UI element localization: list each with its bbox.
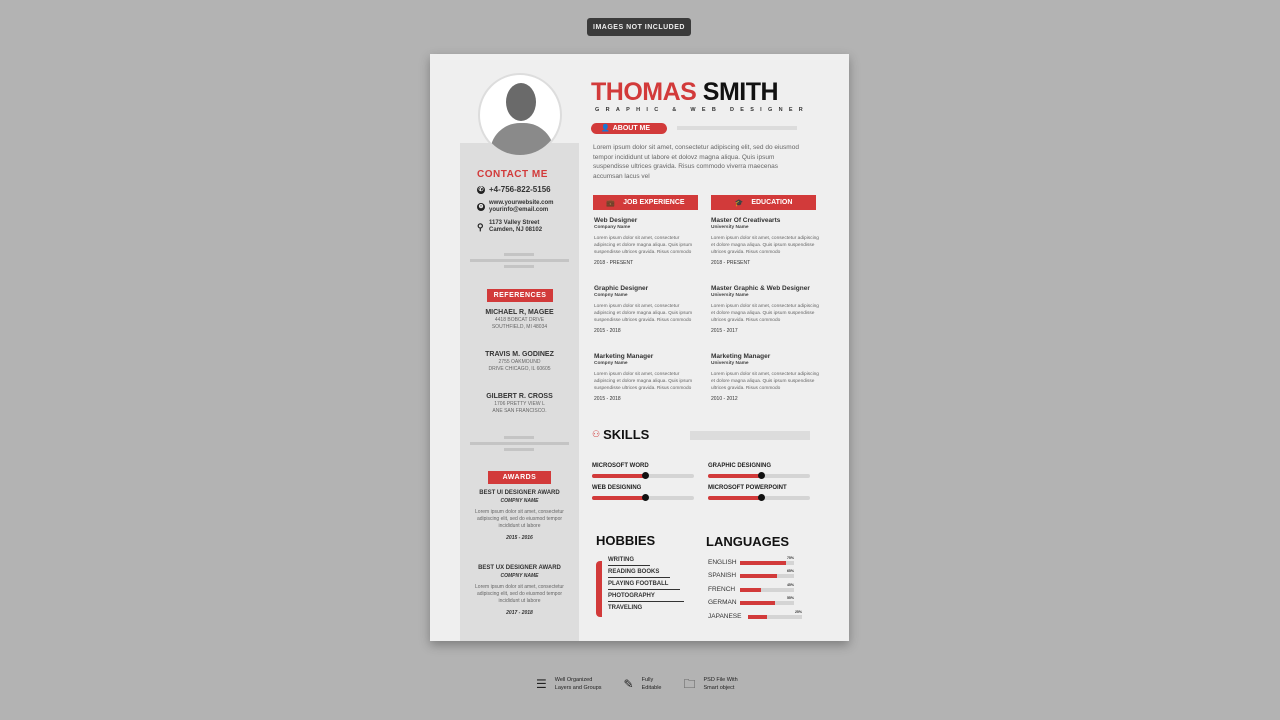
- reference-name: GILBERT R. CROSS: [486, 393, 553, 400]
- item-date: 2018 - PRESENT: [594, 260, 634, 266]
- experience-item: [594, 353, 700, 421]
- features-bar: [536, 676, 738, 692]
- skill-knob: [758, 472, 765, 479]
- reference-name: MICHAEL R, MAGEE: [485, 309, 554, 316]
- skill-label: MICROSOFT WORD: [592, 463, 649, 469]
- phone-text: +4-756-822-5156: [489, 185, 551, 194]
- award-text: Lorem ipsum dolor sit amet, consectetur adipiscing elit, sed do eiusmod tempor incididunt ut labore: [475, 509, 564, 529]
- skills-heading: [592, 427, 649, 442]
- language-percent: 25%: [794, 609, 802, 614]
- skill-knob: [642, 494, 649, 501]
- language-label: GERMAN: [708, 599, 737, 607]
- about-text: Lorem ipsum dolor sit amet, consectetur adipiscing elit, sed do eiusmod tempor incididunt ut labore et dolovz magna aliqua. Quis ipsum suspendisse ultrices gravida. Risus commodo viverra maecenas accumsan lacus vel: [593, 144, 799, 180]
- edit-icon: ✎: [623, 677, 634, 691]
- skill-bar-fill: [592, 496, 645, 500]
- reference-item: [460, 308, 579, 331]
- item-text: Lorem ipsum dolor sit amet, consectetur adipiscing et dolore magna aliqua. Quis ipsum suspendisse ultrices gravida. Risus commodo: [711, 304, 819, 323]
- divider: [504, 253, 534, 256]
- language-bar: [740, 582, 794, 592]
- first-name: THOMAS: [591, 78, 697, 106]
- about-label-text: ABOUT ME: [612, 125, 651, 132]
- language-item: [708, 610, 802, 624]
- awards-title: AWARDS: [488, 471, 551, 484]
- language-item: [708, 570, 802, 584]
- reference-line: ANE SAN FRANCISCO.: [492, 408, 547, 414]
- language-percent: 45%: [786, 582, 794, 587]
- item-subtitle: University Name: [711, 225, 749, 230]
- divider: [470, 442, 569, 445]
- reference-name: TRAVIS M. GODINEZ: [485, 351, 554, 358]
- feature-line: Layers and Groups: [554, 685, 602, 691]
- location-pin-icon: ⚲: [477, 221, 484, 232]
- item-title: Marketing Manager: [594, 353, 654, 360]
- experience-item: [594, 285, 700, 353]
- item-date: 2010 - 2012: [711, 396, 738, 402]
- experience-item: [594, 217, 700, 285]
- award-item: [460, 489, 579, 542]
- language-bar: [748, 609, 802, 619]
- item-text: Lorem ipsum dolor sit amet, consectetur adipiscing et dolore magna aliqua. Quis ipsum suspendisse ultrices gravida. Risus commodo: [711, 372, 819, 391]
- award-name: BEST UX DESIGNER AWARD: [478, 565, 561, 571]
- award-name: BEST UI DESIGNER AWARD: [479, 490, 560, 496]
- phone-icon: ✆: [478, 187, 484, 193]
- briefcase-icon: 💼: [606, 199, 616, 207]
- skill-bar: [592, 474, 694, 478]
- item-date: 2015 - 2018: [594, 396, 621, 402]
- language-item: [708, 597, 802, 611]
- language-bar: [740, 596, 794, 605]
- about-me-label: [591, 123, 667, 134]
- reference-line: 4418 BOBCAT DRIVE: [494, 317, 545, 323]
- contact-address: [477, 220, 542, 234]
- item-text: Lorem ipsum dolor sit amet, consectetur adipiscing et dolore magna aliqua. Quis ipsum suspendisse ultrices gravida. Risus commodo: [594, 236, 693, 255]
- feature-item: [624, 676, 662, 692]
- feature-item: [536, 676, 602, 692]
- folder-icon: 🗀: [683, 677, 696, 691]
- item-title: Web Designer: [594, 217, 638, 224]
- job-title: GRAPHIC & WEB DESIGNER: [595, 107, 810, 113]
- skill-item: [708, 462, 824, 478]
- address-line1: 1173 Valley Street: [489, 220, 540, 226]
- reference-line: 2755 OAKMOUND: [498, 359, 541, 365]
- skill-label: GRAPHIC DESIGNING: [708, 463, 772, 469]
- skill-label: MICROSOFT POWERPOINT: [708, 485, 787, 491]
- language-bar: [740, 569, 794, 578]
- skill-item: [592, 484, 708, 500]
- address-line2: Camden, NJ 08102: [489, 227, 543, 233]
- item-title: Graphic Designer: [594, 285, 649, 292]
- globe-icon: ⊕: [478, 203, 484, 210]
- feature-line: Smart object: [703, 685, 735, 691]
- award-text: Lorem ipsum dolor sit amet, consectetur adipiscing elit, sed do eiusmod tempor incididunt ut labore: [475, 584, 564, 604]
- item-title: Master Of Creativearts: [711, 217, 781, 224]
- divider: [677, 126, 797, 130]
- language-bar-fill: [748, 615, 767, 619]
- language-label: SPANISH: [708, 572, 737, 580]
- divider: [504, 448, 534, 451]
- skill-bar: [708, 474, 810, 478]
- hobby-item: WRITING: [608, 557, 650, 566]
- skill-item: [708, 484, 824, 500]
- divider: [470, 259, 569, 262]
- item-text: Lorem ipsum dolor sit amet, consectetur adipiscing et dolore magna aliqua. Quis ipsum suspendisse ultrices gravida. Risus commodo: [594, 372, 693, 391]
- item-title: Marketing Manager: [711, 353, 771, 360]
- hobbies-accent: [596, 561, 602, 617]
- skills-icon: ⚇: [592, 429, 601, 439]
- reference-item: [460, 350, 579, 373]
- skill-knob: [642, 472, 649, 479]
- feature-line: Editable: [641, 685, 662, 691]
- skill-knob: [758, 494, 765, 501]
- full-name: [591, 80, 778, 105]
- education-header: [711, 195, 816, 210]
- feature-line: Fully: [641, 677, 654, 683]
- skill-label: WEB DESIGNING: [592, 485, 642, 491]
- language-label: FRENCH: [708, 585, 736, 593]
- references-title: REFERENCES: [487, 289, 553, 302]
- item-date: 2015 - 2018: [594, 328, 621, 334]
- language-item: [708, 583, 802, 597]
- education-item: [711, 217, 823, 285]
- contact-phone: [477, 185, 551, 195]
- skill-bar-fill: [708, 474, 761, 478]
- resume-page: [430, 54, 849, 641]
- skill-bar-fill: [708, 496, 761, 500]
- skill-bar-fill: [592, 474, 645, 478]
- skill-item: [592, 462, 708, 478]
- hobby-item: TRAVELING: [608, 605, 643, 611]
- contact-web: [477, 200, 553, 214]
- language-bar: [740, 555, 794, 565]
- language-percent: 65%: [786, 569, 794, 574]
- item-subtitle: University Name: [711, 293, 749, 298]
- language-percent: 55%: [786, 596, 794, 601]
- layers-icon: ☰: [536, 677, 547, 691]
- hobby-item: READING BOOKS: [608, 569, 670, 578]
- job-experience-header: [593, 195, 698, 210]
- feature-line: PSD File With: [703, 677, 738, 683]
- website-text: www.yourwebsite.com: [489, 200, 554, 206]
- email-text: yourinfo@email.com: [489, 207, 549, 213]
- skills-title: SKILLS: [603, 427, 650, 442]
- item-subtitle: Compny Name: [594, 293, 628, 298]
- language-bar-fill: [740, 588, 761, 592]
- item-text: Lorem ipsum dolor sit amet, consectetur adipiscing et dolore magna aliqua. Quis ipsum suspendisse ultrices gravida. Risus commodo: [711, 236, 819, 255]
- skill-bar: [592, 496, 694, 500]
- graduation-cap-icon: 🎓: [734, 199, 744, 207]
- item-subtitle: Compny Name: [594, 361, 628, 366]
- divider: [504, 436, 534, 439]
- contact-title: CONTACT ME: [477, 169, 548, 180]
- skill-bar: [708, 496, 810, 500]
- hobby-item: PHOTOGRAPHY: [608, 593, 684, 602]
- item-subtitle: Company Name: [594, 225, 631, 230]
- language-bar-fill: [740, 574, 777, 578]
- hobby-item: PLAYING FOOTBALL: [608, 581, 680, 590]
- language-item: [708, 556, 802, 570]
- language-label: ENGLISH: [708, 558, 737, 566]
- reference-line: SOUTHFIELD, MI 48034: [491, 324, 548, 330]
- reference-line: DRIVE CHICAGO, IL 60605: [488, 366, 551, 372]
- profile-photo: [478, 73, 562, 157]
- item-title: Master Graphic & Web Designer: [711, 285, 810, 292]
- language-bar-fill: [740, 561, 786, 565]
- award-date: 2015 - 2016: [506, 535, 533, 541]
- award-item: [460, 564, 579, 617]
- item-date: 2018 - PRESENT: [711, 260, 751, 266]
- education-title: EDUCATION: [751, 199, 793, 206]
- images-not-included-badge: IMAGES NOT INCLUDED: [587, 18, 691, 36]
- hobbies-title: HOBBIES: [596, 533, 656, 548]
- job-experience-title: JOB EXPERIENCE: [623, 199, 685, 206]
- item-text: Lorem ipsum dolor sit amet, consectetur adipiscing et dolore magna aliqua. Quis ipsum suspendisse ultrices gravida. Risus commodo: [594, 304, 693, 323]
- reference-item: [460, 392, 579, 415]
- language-label: JAPANESE: [708, 612, 742, 620]
- award-date: 2017 - 2018: [506, 610, 533, 616]
- language-percent: 75%: [786, 555, 794, 560]
- award-company: COMPNY NAME: [500, 573, 539, 579]
- item-subtitle: University Name: [711, 361, 749, 366]
- languages-title: LANGUAGES: [706, 534, 790, 549]
- divider: [690, 431, 810, 440]
- language-bar-fill: [740, 601, 775, 605]
- feature-line: Well Organized: [554, 677, 593, 683]
- last-name: SMITH: [702, 78, 779, 106]
- education-item: [711, 285, 823, 353]
- feature-item: [684, 676, 738, 692]
- item-date: 2015 - 2017: [711, 328, 738, 334]
- reference-line: 1706 PRETTY VIEW L: [494, 401, 545, 407]
- award-company: COMPNY NAME: [500, 498, 539, 504]
- divider: [504, 265, 534, 268]
- user-icon: 👤: [601, 125, 610, 132]
- education-item: [711, 353, 823, 421]
